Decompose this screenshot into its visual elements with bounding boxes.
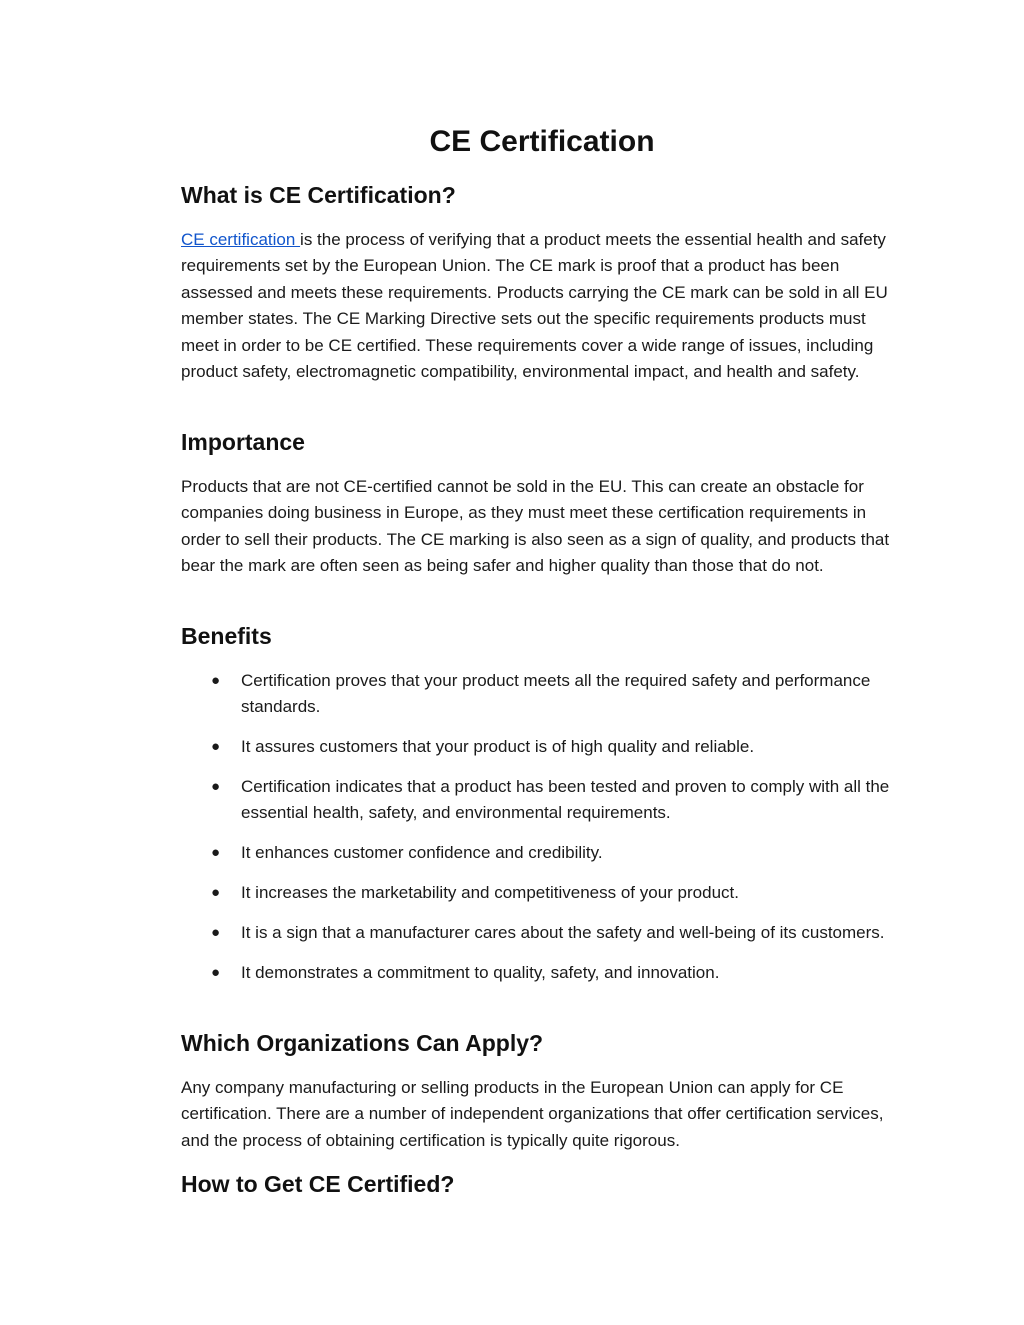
list-item bbox=[181, 880, 903, 906]
list-item-text: Certification proves that your product meets all the required safety and performance standards. bbox=[241, 671, 871, 717]
heading-which-organizations: Which Organizations Can Apply? bbox=[181, 1030, 544, 1056]
bullet-icon: ● bbox=[211, 923, 221, 941]
bullet-icon: ● bbox=[211, 738, 221, 756]
bullet-icon: ● bbox=[211, 963, 221, 981]
heading-what-is-ce: What is CE Certification? bbox=[181, 182, 456, 208]
bullet-icon: ● bbox=[211, 844, 221, 862]
list-item bbox=[181, 668, 903, 721]
list-item-text: It is a sign that a manufacturer cares about the safety and well-being of its customers. bbox=[241, 922, 885, 942]
ce-certification-link[interactable]: CE certification bbox=[181, 230, 301, 249]
paragraph-importance: Products that are not CE-certified cannot be sold in the EU. This can create an obstacle for companies doing business in Europe, as they must meet these certification requirements in order to sell their products. The CE marking is also seen as a sign of quality, and products that bear the mark are often seen as being safer and higher quality than those that do not. bbox=[181, 477, 890, 576]
list-item bbox=[181, 840, 903, 866]
paragraph-what-is-ce bbox=[181, 227, 903, 385]
list-item bbox=[181, 774, 903, 827]
paragraph-what-is-ce-text: is the process of verifying that a product meets the essential health and safety requirements set by the European Union. The CE mark is proof that a product has been assessed and meets these requirements. Products carrying the CE mark can be sold in all EU member states. The CE Marking Directive sets out the specific requirements products must meet in order to be CE certified. These requirements cover a wide range of issues, including product safety, electromagnetic compatibility, environmental impact, and health and safety. bbox=[181, 230, 888, 382]
list-item-text: Certification indicates that a product has been tested and proven to comply with all the essential health, safety, and environmental requirements. bbox=[241, 777, 890, 823]
heading-benefits: Benefits bbox=[181, 623, 272, 649]
benefits-list bbox=[181, 668, 903, 999]
heading-importance: Importance bbox=[181, 429, 305, 455]
heading-how-to-get-certified: How to Get CE Certified? bbox=[181, 1171, 455, 1197]
paragraph-which-organizations: Any company manufacturing or selling products in the European Union can apply for CE certification. There are a number of independent organizations that offer certification services, and the process of obtaining certification is typically quite rigorous. bbox=[181, 1078, 884, 1150]
bullet-icon: ● bbox=[211, 672, 221, 689]
list-item-text: It enhances customer confidence and credibility. bbox=[241, 843, 603, 863]
page-title: CE Certification bbox=[429, 125, 655, 158]
list-item-text: It assures customers that your product is of high quality and reliable. bbox=[241, 737, 755, 757]
list-item bbox=[181, 734, 903, 760]
list-item bbox=[181, 960, 903, 986]
bullet-icon: ● bbox=[211, 884, 221, 901]
list-item-text: It demonstrates a commitment to quality, safety, and innovation. bbox=[241, 962, 720, 982]
list-item bbox=[181, 920, 903, 946]
list-item-text: It increases the marketability and competitiveness of your product. bbox=[241, 883, 739, 902]
bullet-icon: ● bbox=[211, 778, 221, 795]
